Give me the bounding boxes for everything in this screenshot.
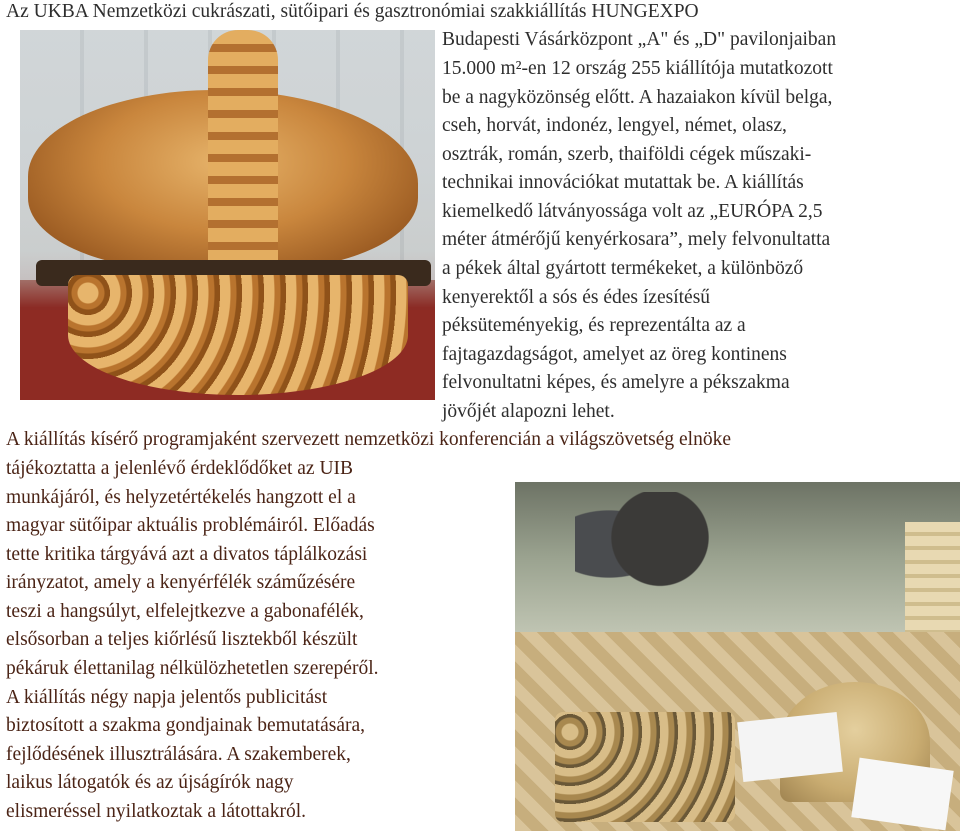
photo2-visitors	[575, 492, 745, 622]
text-line: A kiállítás négy napja jelentős publicitást	[6, 687, 328, 708]
bread-basket-photo	[20, 30, 435, 400]
text-line: kenyerektől a sós és édes ízesítésű	[442, 287, 711, 308]
text-line: fajtagazdagságot, amelyet az öreg kontinens	[442, 344, 787, 365]
text-line: osztrák, román, szerb, thaiföldi cégek műszaki-	[442, 144, 812, 165]
text-line: péksüteményekig, és reprezentálta az a	[442, 315, 746, 336]
photo2-label-card	[737, 712, 843, 782]
text-line: technikai innovációkat mutattak be. A kiállítás	[442, 172, 804, 193]
text-line: Az UKBA Nemzetközi cukrászati, sütőipari és gasztronómiai szakkiállítás HUNGEXPO	[6, 1, 699, 22]
text-line: munkájáról, és helyzetértékelés hangzott el a	[6, 487, 356, 508]
text-line: be a nagyközönség előtt. A hazaiakon kívül belga,	[442, 87, 833, 108]
text-line: tájékoztatta a jelenlévő érdeklődőket az UIB	[6, 458, 354, 479]
text-line: jövőjét alapozni lehet.	[442, 401, 615, 422]
text-line: elismeréssel nyilatkoztak a látottakról.	[6, 801, 306, 822]
text-line: teszi a hangsúlyt, elfelejtkezve a gabonafélék,	[6, 601, 364, 622]
text-line: Budapesti Vásárközpont „A" és „D" pavilonjaiban	[442, 29, 837, 50]
text-line: irányzatot, amely a kenyérfélék száműzésére	[6, 572, 356, 593]
text-line: biztosított a szakma gondjainak bemutatására,	[6, 715, 366, 736]
text-line: magyar sütőipar aktuális problémáiról. Előadás	[6, 515, 375, 536]
photo2-pastry-figures	[555, 712, 735, 822]
text-line: kiemelkedő látványossága volt az „EURÓPA 2,5	[442, 201, 823, 222]
pastry-exhibit-photo	[515, 482, 960, 831]
text-line: A kiállítás kísérő programjaként szervezett nemzetközi konferencián a világszövetség elnöke	[6, 429, 732, 450]
text-line: a pékek által gyártott termékeket, a különböző	[442, 258, 804, 279]
text-line: elsősorban a teljes kiőrlésű lisztekből készült	[6, 629, 358, 650]
text-line: 15.000 m²-en 12 ország 255 kiállítója mutatkozott	[442, 58, 833, 79]
text-line: cseh, horvát, indonéz, lengyel, német, olasz,	[442, 115, 787, 136]
text-line: méter átmérőjű kenyérkosara”, mely felvonultatta	[442, 229, 831, 250]
text-line: fejlődésének illusztrálására. A szakemberek,	[6, 744, 351, 765]
photo1-bread-spire	[208, 30, 278, 270]
photo1-woven-loaves	[68, 275, 408, 395]
text-line: laikus látogatók és az újságírók nagy	[6, 772, 294, 793]
text-line: pékáruk élettanilag nélkülözhetetlen szerepéről.	[6, 658, 379, 679]
text-line: felvonultatni képes, és amelyre a pékszakma	[442, 372, 790, 393]
text-line: tette kritika tárgyává azt a divatos táplálkozási	[6, 544, 368, 565]
